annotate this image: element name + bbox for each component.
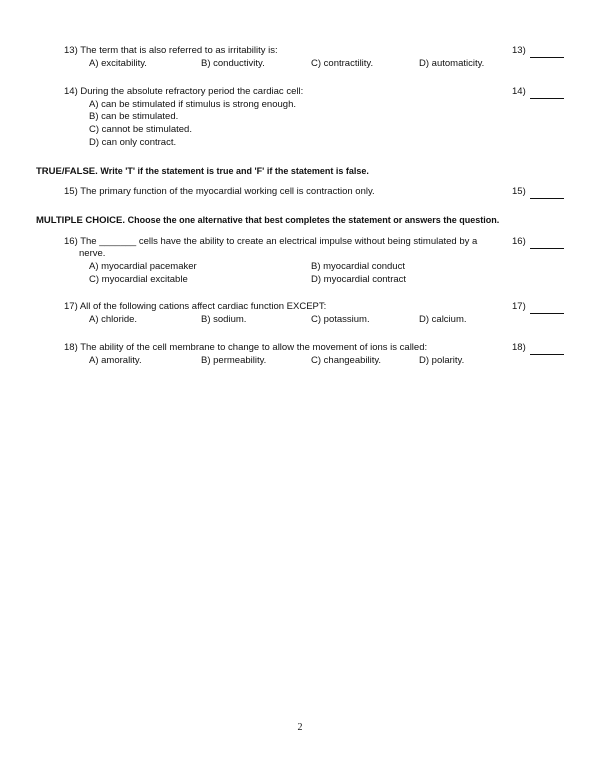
question-17-option-a: A) chloride. (89, 314, 138, 325)
question-16-option-d: D) myocardial contract (311, 274, 407, 285)
question-18-option-d: D) polarity. (419, 355, 465, 366)
question-17-option-d: D) calcium. (419, 314, 467, 325)
question-15-number: 15) (512, 186, 526, 197)
question-17-number: 17) (512, 301, 526, 312)
multiple-choice-heading-instructions: Choose the one alternative that best completes the statement or answers the question. (127, 215, 500, 225)
question-16-option-a: A) myocardial pacemaker (89, 261, 197, 272)
question-14-option-b: B) can be stimulated. (89, 111, 179, 122)
question-18-option-c: C) changeability. (311, 355, 382, 366)
question-13-option-d: D) automaticity. (419, 58, 485, 69)
question-13-option-b: B) conductivity. (201, 58, 265, 69)
question-16-number: 16) (512, 236, 526, 247)
multiple-choice-heading (36, 214, 499, 228)
true-false-heading-instructions: Write 'T' if the statement is true and 'F' if the statement is false. (100, 166, 369, 176)
question-18-option-a: A) amorality. (89, 355, 142, 366)
page-number: 2 (297, 722, 303, 733)
question-14-stem: 14) During the absolute refractory period the cardiac cell: (64, 86, 304, 97)
question-18-stem: 18) The ability of the cell membrane to change to allow the movement of ions is called: (64, 342, 428, 353)
question-14-option-c: C) cannot be stimulated. (89, 124, 192, 135)
question-15-answer-blank[interactable] (530, 198, 564, 199)
question-16-option-c: C) myocardial excitable (89, 274, 188, 285)
question-18-number: 18) (512, 342, 526, 353)
question-16-answer-blank[interactable] (530, 248, 564, 249)
question-18-answer-blank[interactable] (530, 354, 564, 355)
question-14-number: 14) (512, 86, 526, 97)
multiple-choice-heading-lead: MULTIPLE CHOICE. (36, 215, 126, 226)
question-14-option-a: A) can be stimulated if stimulus is strong enough. (89, 99, 296, 110)
question-13-option-c: C) contractility. (311, 58, 374, 69)
question-17-answer-blank[interactable] (530, 313, 564, 314)
question-13-stem: 13) The term that is also referred to as irritability is: (64, 45, 278, 56)
question-13-answer-blank[interactable] (530, 57, 564, 58)
question-17-option-b: B) sodium. (201, 314, 247, 325)
question-13-option-a: A) excitability. (89, 58, 147, 69)
question-14-option-d: D) can only contract. (89, 137, 177, 148)
question-17-option-c: C) potassium. (311, 314, 370, 325)
true-false-heading-lead: TRUE/FALSE. (36, 166, 98, 177)
question-16-stem-line-1: 16) The _______ cells have the ability to create an electrical impulse without being stimulated by a (64, 236, 478, 247)
true-false-heading (36, 165, 369, 179)
question-14-answer-blank[interactable] (530, 98, 564, 99)
question-17-stem: 17) All of the following cations affect cardiac function EXCEPT: (64, 301, 327, 312)
question-16-stem-line-2: nerve. (79, 248, 106, 259)
question-18-option-b: B) permeability. (201, 355, 267, 366)
question-15-stem: 15) The primary function of the myocardial working cell is contraction only. (64, 186, 375, 197)
question-13-number: 13) (512, 45, 526, 56)
question-16-option-b: B) myocardial conduct (311, 261, 405, 272)
